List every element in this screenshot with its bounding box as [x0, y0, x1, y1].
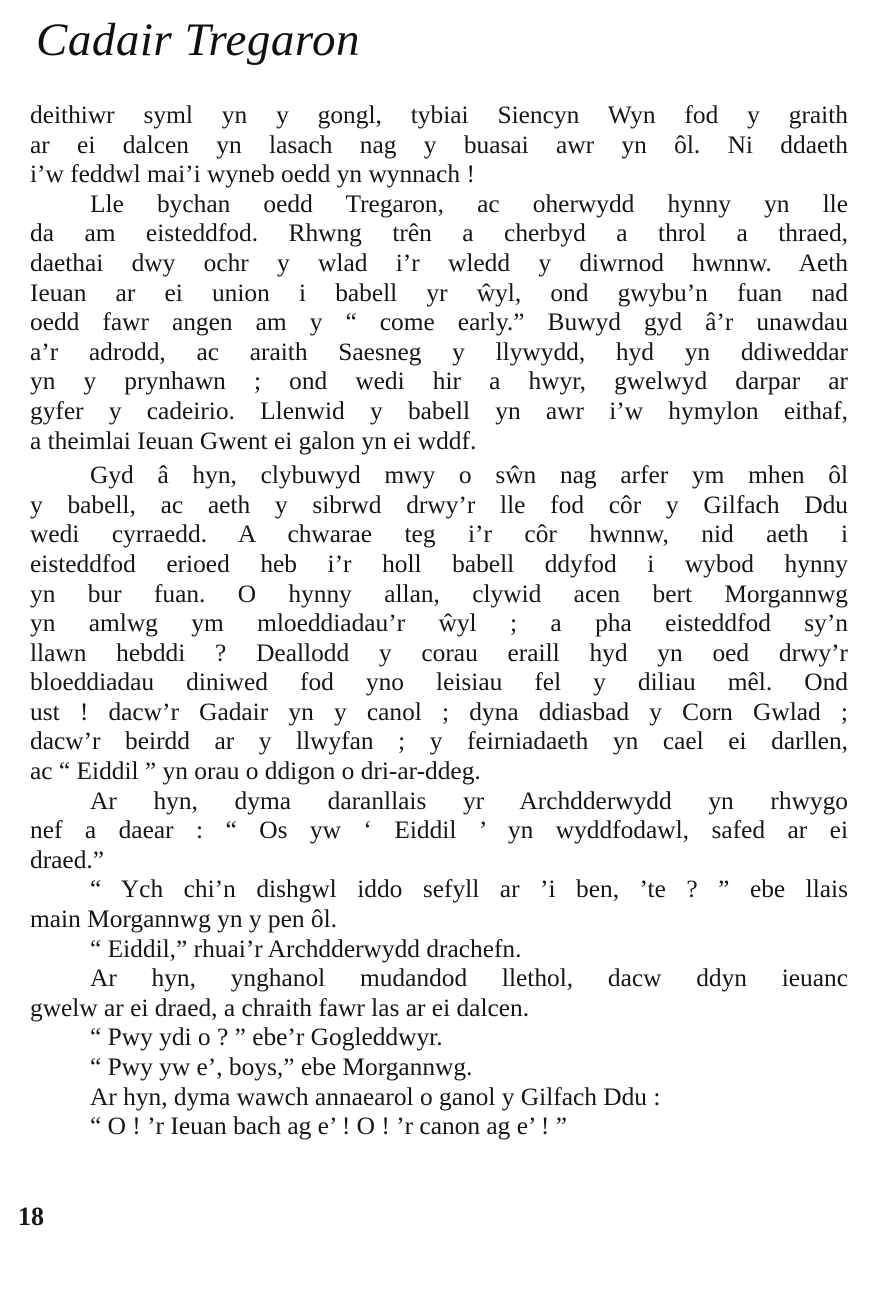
text-line: Gyd â hyn, clybuwyd mwy o sŵn nag arfer ym mhen ôl — [90, 461, 848, 490]
text-line: y babell, ac aeth y sibrwd drwy’r lle fod côr y Gilfach Ddu — [30, 490, 848, 519]
text-line: Ar hyn, ynghanol mudandod llethol, dacw ddyn ieuanc — [90, 964, 848, 993]
text-line: yn y prynhawn ; ond wedi hir a hwyr, gwelwyd darpar ar — [30, 367, 848, 396]
text-line: “ Eiddil,” rhuai’r Archdderwydd drachefn. — [90, 934, 522, 963]
text-line: llawn hebddi ? Deallodd y corau eraill hyd yn oed drwy’r — [30, 638, 848, 667]
text-line: ar ei dalcen yn lasach nag y buasai awr yn ôl. Ni ddaeth — [30, 130, 848, 159]
text-line: daethai dwy ochr y wlad i’r wledd y diwrnod hwnnw. Aeth — [30, 248, 848, 277]
running-head: Cadair Tregaron — [36, 14, 360, 66]
text-line: deithiwr syml yn y gongl, tybiai Siencyn Wyn fod y graith — [30, 101, 848, 129]
text-line: a theimlai Ieuan Gwent ei galon yn ei wddf. — [30, 426, 477, 455]
text-line: eisteddfod erioed heb i’r holl babell ddyfod i wybod hynny — [30, 549, 848, 578]
text-line: yn amlwg ym mloeddiadau’r ŵyl ; a pha eisteddfod sy’n — [30, 609, 848, 638]
text-line: Ar hyn, dyma daranllais yr Archdderwydd yn rhwygo — [90, 786, 848, 815]
text-line: “ O ! ’r Ieuan bach ag e’ ! O ! ’r canon ag e’ ! ” — [90, 1112, 567, 1141]
text-line: i’w feddwl mai’i wyneb oedd yn wynnach ! — [30, 160, 475, 189]
text-line: bloeddiadau diniwed fod yno leisiau fel y diliau mêl. Ond — [30, 668, 848, 697]
text-line: Ieuan ar ei union i babell yr ŵyl, ond gwybu’n fuan nad — [30, 278, 848, 307]
text-line: Ar hyn, dyma wawch annaearol o ganol y Gilfach Ddu : — [90, 1082, 661, 1111]
text-line: “ Pwy ydi o ? ” ebe’r Gogleddwyr. — [90, 1023, 443, 1052]
page-number: 18 — [18, 1202, 44, 1231]
text-line: nef a daear : “ Os yw ‘ Eiddil ’ yn wyddfodawl, safed ar ei — [30, 816, 848, 845]
text-line: wedi cyrraedd. A chwarae teg i’r côr hwnnw, nid aeth i — [30, 520, 848, 549]
text-line: dacw’r beirdd ar y llwyfan ; y feirniadaeth yn cael ei darllen, — [30, 727, 848, 756]
text-line: ac “ Eiddil ” yn orau o ddigon o dri-ar-ddeg. — [30, 757, 481, 786]
text-line: gwelw ar ei draed, a chraith fawr las ar ei dalcen. — [30, 993, 530, 1022]
text-line: “ Pwy yw e’, boys,” ebe Morgannwg. — [90, 1053, 473, 1081]
text-line: a’r adrodd, ac araith Saesneg y llywydd, hyd yn ddiweddar — [30, 337, 848, 366]
text-line: yn bur fuan. O hynny allan, clywid acen bert Morgannwg — [30, 579, 848, 608]
text-line: da am eisteddfod. Rhwng trên a cherbyd a throl a thraed, — [30, 219, 848, 248]
text-line: oedd fawr angen am y “ come early.” Buwyd gyd â’r unawdau — [30, 308, 848, 337]
text-line: main Morgannwg yn y pen ôl. — [30, 905, 338, 934]
text-line: gyfer y cadeirio. Llenwid y babell yn awr i’w hymylon eithaf, — [30, 396, 848, 425]
text-line: Lle bychan oedd Tregaron, ac oherwydd hynny yn lle — [90, 189, 848, 218]
text-line: ust ! dacw’r Gadair yn y canol ; dyna ddiasbad y Corn Gwlad ; — [30, 697, 848, 726]
text-line: “ Ych chi’n dishgwl iddo sefyll ar ’i ben, ’te ? ” ebe llais — [90, 875, 848, 904]
body-text — [30, 101, 848, 1142]
text-line: draed.” — [30, 845, 105, 874]
